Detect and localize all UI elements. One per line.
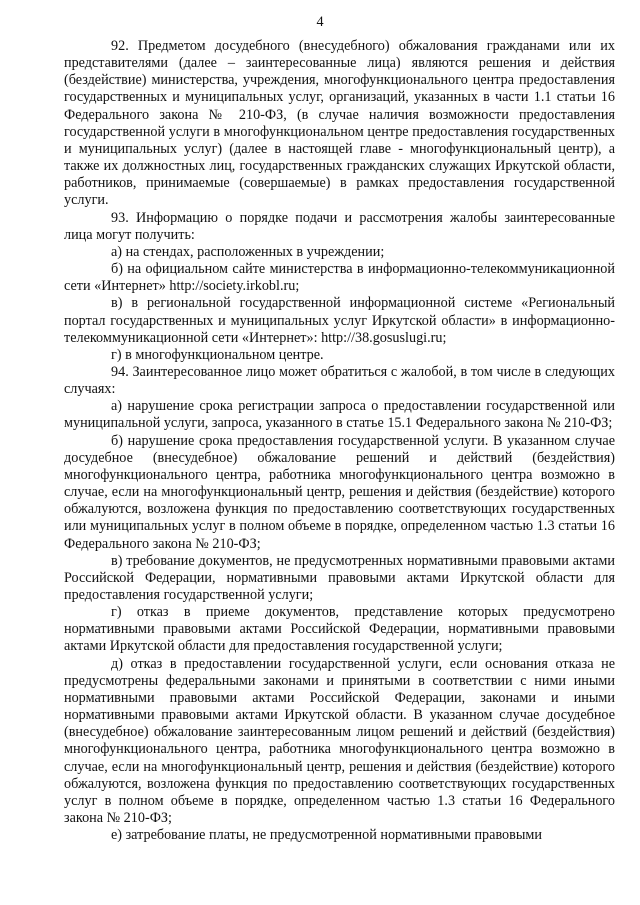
- paragraph-94: 94. Заинтересованное лицо может обратиться с жалобой, в том числе в следующих случаях:: [64, 363, 615, 398]
- list-item-94-g: г) отказ в приеме документов, представление которых предусмотрено нормативными правовыми актами Российской Федерации, нормативными правовыми актами Иркутской области для предоставления государственной услуги;: [64, 604, 615, 655]
- paragraph-92: 92. Предметом досудебного (внесудебного) обжалования гражданами или их представителями (далее – заинтересованные лица) являются решения и действия (бездействие) министерства, учреждения, многофункционального центра предоставления государственных и муниципальных услуг, организаций, указанных в части 1.1 статьи 16 Федерального закона № 210-ФЗ, (в случае наличия возможности предоставления государственной услуги в многофункциональном центре предоставления государственных и муниципальных услуг) (далее в настоящей главе - многофункциональный центр), а также их должностных лиц, государственных гражданских служащих Иркутской области, работников, принимаемые (совершаемые) в рамках предоставления государственной услуги.: [64, 38, 615, 209]
- list-item-94-e: е) затребование платы, не предусмотренной нормативными правовыми: [111, 827, 542, 844]
- paragraph-93: 93. Информацию о порядке подачи и рассмотрения жалобы заинтересованные лица могут получить:: [64, 209, 615, 243]
- list-item-94-b: б) нарушение срока предоставления государственной услуги. В указанном случае досудебное (внесудебное) обжалование решений и действий (бездействия) многофункционального центра, работника многофункционального центра возможно в случае, если на многофункциональный центр, решения и действия (бездействие) которого обжалуются, возложена функция по предоставлению соответствующих государственных или муниципальных услуг в полном объеме в порядке, определенном частью 1.3 статьи 16 Федерального закона № 210-ФЗ;: [64, 432, 615, 552]
- list-item-94-v: в) требование документов, не предусмотренных нормативными правовыми актами Российской Федерации, нормативными правовыми актами Иркутской области для предоставления государственной услуги;: [64, 552, 615, 603]
- list-item-93-b: б) на официальном сайте министерства в информационно-телекоммуникационной сети «Интернет» http://society.irkobl.ru;: [64, 261, 615, 295]
- document-body: [64, 38, 615, 844]
- list-item-93-v: в) в региональной государственной информационной системе «Региональный портал государственных и муниципальных услуг Иркутской области» в информационно-телекоммуникационной сети «Интернет»: http://38.gosuslugi.ru;: [64, 295, 615, 346]
- list-item-94-a: а) нарушение срока регистрации запроса о предоставлении государственной или муниципальной услуги, запроса, указанного в статье 15.1 Федерального закона № 210-ФЗ;: [64, 398, 615, 432]
- page-number: 4: [316, 14, 324, 30]
- list-item-93-a: а) на стендах, расположенных в учреждении;: [111, 243, 385, 260]
- list-item-93-g: г) в многофункциональном центре.: [111, 346, 324, 363]
- list-item-94-d: д) отказ в предоставлении государственной услуги, если основания отказа не предусмотрены федеральными законами и принятыми в соответствии с ними иными нормативными правовыми актами Российской Федерации, законами и иными нормативными правовыми актами Иркутской области. В указанном случае досудебное (внесудебное) обжалование заинтересованным лицом решений и действий (бездействия) многофункционального центра, работника многофункционального центра возможно в случае, если на многофункциональный центр, решения и действия (бездействие) которого обжалуются, возложена функция по предоставлению соответствующих государственных услуг в полном объеме в порядке, определенном частью 1.3 статьи 16 Федерального закона № 210-ФЗ;: [64, 655, 615, 827]
